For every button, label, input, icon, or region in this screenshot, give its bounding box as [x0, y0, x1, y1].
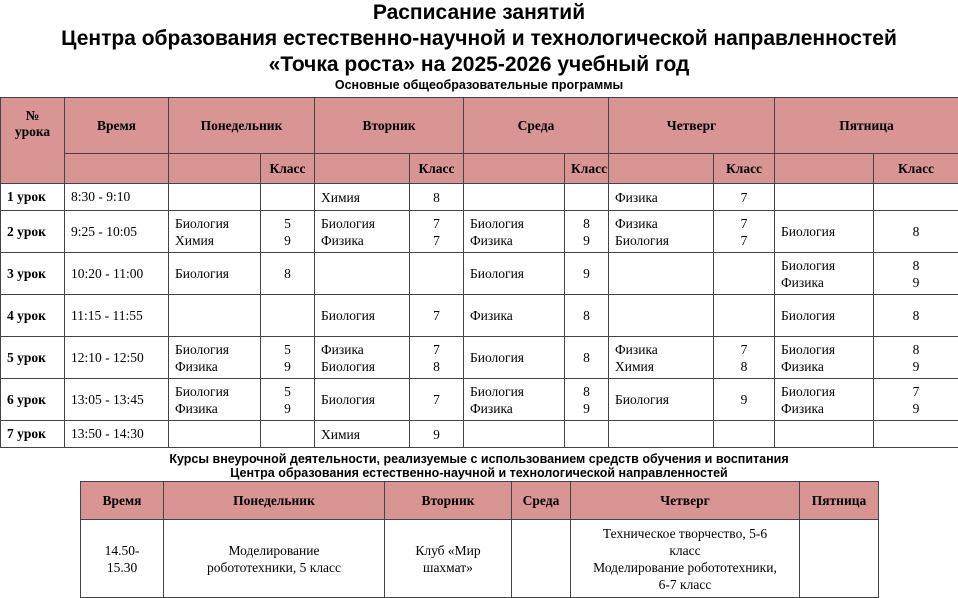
subject-cell-mon: Биология Физика — [169, 337, 261, 379]
class-cell-tue: 9 — [410, 421, 464, 448]
extra-subtitle-line2: Центра образования естественно-научной и технологической направленностей — [0, 466, 958, 480]
subject-cell-fri — [775, 421, 874, 448]
class-cell-mon — [261, 295, 315, 337]
subject-cell-fri: Биология Физика — [775, 337, 874, 379]
subject-cell-tue: Химия — [315, 184, 410, 211]
class-header-mon: Класс — [261, 154, 315, 184]
table-row — [1, 337, 958, 379]
table-row — [1, 295, 958, 337]
class-cell-thu: 9 — [714, 379, 775, 421]
class-cell-fri: 8 9 — [874, 337, 958, 379]
page-title-line1: Расписание занятий — [0, 0, 958, 26]
header-row-class — [1, 154, 958, 184]
day-header-tue: Вторник — [315, 98, 464, 154]
extracurricular-table — [80, 481, 879, 598]
class-cell-tue: 7 — [410, 295, 464, 337]
table-row — [1, 184, 958, 211]
table-row — [1, 379, 958, 421]
subject-cell-thu: Биология — [609, 379, 714, 421]
class-cell-fri: 8 — [874, 211, 958, 253]
extra-header-row — [81, 482, 879, 520]
subject-cell-mon — [169, 295, 261, 337]
subject-cell-thu: Физика — [609, 184, 714, 211]
class-cell-thu: 7 8 — [714, 337, 775, 379]
subject-cell-tue: Биология — [315, 379, 410, 421]
extra-row — [81, 520, 879, 598]
class-header-tue: Класс — [410, 154, 464, 184]
class-cell-thu: 7 — [714, 184, 775, 211]
subject-cell-thu: Физика Биология — [609, 211, 714, 253]
day-header-wed: Среда — [464, 98, 609, 154]
subject-cell-tue: Биология — [315, 295, 410, 337]
class-cell-mon: 5 9 — [261, 337, 315, 379]
class-cell-mon: 5 9 — [261, 379, 315, 421]
class-cell-wed: 8 — [565, 337, 609, 379]
extra-header-fri: Пятница — [800, 482, 879, 520]
subject-cell-mon — [169, 184, 261, 211]
subject-cell-mon: Биология Химия — [169, 211, 261, 253]
time-subheader — [65, 154, 169, 184]
subject-cell-wed: Биология Физика — [464, 379, 565, 421]
class-cell-tue: 8 — [410, 184, 464, 211]
page-title-line3: «Точка роста» на 2025-2026 учебный год — [0, 52, 958, 78]
extra-header-thu: Четверг — [571, 482, 800, 520]
table-row — [1, 211, 958, 253]
time-cell: 8:30 - 9:10 — [65, 184, 169, 211]
class-header-fri: Класс — [874, 154, 958, 184]
subject-subheader-fri — [775, 154, 874, 184]
subject-cell-mon: Биология — [169, 253, 261, 295]
class-cell-thu — [714, 295, 775, 337]
class-cell-mon: 5 9 — [261, 211, 315, 253]
lesson-number-cell: 4 урок — [1, 295, 65, 337]
subject-subheader-thu — [609, 154, 714, 184]
subject-cell-wed: Биология — [464, 253, 565, 295]
extra-cell-thu: Техническое творчество, 5-6 класс Моделирование робототехники, 6-7 класс — [571, 520, 800, 598]
page-title-line2: Центра образования естественно-научной и технологической направленностей — [0, 26, 958, 52]
lesson-number-cell: 5 урок — [1, 337, 65, 379]
subject-cell-wed — [464, 421, 565, 448]
lesson-number-header: № урока — [1, 98, 65, 184]
class-cell-tue: 7 — [410, 379, 464, 421]
class-cell-wed: 8 9 — [565, 211, 609, 253]
subject-cell-thu — [609, 421, 714, 448]
extra-subtitle-line1: Курсы внеурочной деятельности, реализуемые с использованием средств обучения и воспитания — [0, 452, 958, 466]
header-row-days — [1, 98, 958, 154]
time-cell: 10:20 - 11:00 — [65, 253, 169, 295]
class-cell-wed: 8 — [565, 295, 609, 337]
extra-header-tue: Вторник — [385, 482, 512, 520]
lesson-number-cell: 2 урок — [1, 211, 65, 253]
class-cell-wed: 8 9 — [565, 379, 609, 421]
lesson-number-cell: 6 урок — [1, 379, 65, 421]
time-cell: 13:50 - 14:30 — [65, 421, 169, 448]
lesson-number-cell: 3 урок — [1, 253, 65, 295]
subject-cell-tue: Химия — [315, 421, 410, 448]
extra-cell-time: 14.50- 15.30 — [81, 520, 164, 598]
subject-cell-thu — [609, 295, 714, 337]
subject-subheader-mon — [169, 154, 261, 184]
class-header-thu: Класс — [714, 154, 775, 184]
class-cell-tue: 7 7 — [410, 211, 464, 253]
class-cell-thu — [714, 253, 775, 295]
time-header: Время — [65, 98, 169, 154]
table-row — [1, 253, 958, 295]
lesson-number-cell: 7 урок — [1, 421, 65, 448]
extra-header-time: Время — [81, 482, 164, 520]
subject-cell-tue: Биология Физика — [315, 211, 410, 253]
subject-cell-wed: Биология Физика — [464, 211, 565, 253]
subject-cell-thu — [609, 253, 714, 295]
class-cell-wed — [565, 421, 609, 448]
class-cell-wed: 9 — [565, 253, 609, 295]
class-cell-fri — [874, 184, 958, 211]
subject-cell-fri — [775, 184, 874, 211]
day-header-fri: Пятница — [775, 98, 958, 154]
extra-header-mon: Понедельник — [164, 482, 385, 520]
page-header — [0, 0, 958, 92]
day-header-mon: Понедельник — [169, 98, 315, 154]
class-cell-fri: 8 — [874, 295, 958, 337]
subject-cell-fri: Биология — [775, 211, 874, 253]
class-cell-thu — [714, 421, 775, 448]
class-cell-mon: 8 — [261, 253, 315, 295]
subject-cell-mon — [169, 421, 261, 448]
extra-cell-tue: Клуб «Мир шахмат» — [385, 520, 512, 598]
extra-cell-wed — [512, 520, 571, 598]
extra-cell-fri — [800, 520, 879, 598]
class-cell-wed — [565, 184, 609, 211]
time-cell: 11:15 - 11:55 — [65, 295, 169, 337]
class-cell-thu: 7 7 — [714, 211, 775, 253]
subject-cell-wed: Биология — [464, 337, 565, 379]
class-cell-mon — [261, 184, 315, 211]
extra-subtitle — [0, 452, 958, 480]
subject-cell-thu: Физика Химия — [609, 337, 714, 379]
class-header-wed: Класс — [565, 154, 609, 184]
time-cell: 9:25 - 10:05 — [65, 211, 169, 253]
class-cell-tue: 7 8 — [410, 337, 464, 379]
table-row — [1, 421, 958, 448]
main-subtitle: Основные общеобразовательные программы — [0, 78, 958, 92]
subject-cell-fri: Биология — [775, 295, 874, 337]
subject-cell-fri: Биология Физика — [775, 253, 874, 295]
subject-cell-wed — [464, 184, 565, 211]
subject-subheader-tue — [315, 154, 410, 184]
class-cell-fri — [874, 421, 958, 448]
main-schedule-table — [0, 97, 958, 448]
subject-cell-mon: Биология Физика — [169, 379, 261, 421]
class-cell-fri: 7 9 — [874, 379, 958, 421]
class-cell-mon — [261, 421, 315, 448]
extra-header-wed: Среда — [512, 482, 571, 520]
time-cell: 12:10 - 12:50 — [65, 337, 169, 379]
subject-subheader-wed — [464, 154, 565, 184]
class-cell-tue — [410, 253, 464, 295]
day-header-thu: Четверг — [609, 98, 775, 154]
extra-cell-mon: Моделирование робототехники, 5 класс — [164, 520, 385, 598]
class-cell-fri: 8 9 — [874, 253, 958, 295]
subject-cell-fri: Биология Физика — [775, 379, 874, 421]
subject-cell-tue — [315, 253, 410, 295]
lesson-number-cell: 1 урок — [1, 184, 65, 211]
subject-cell-wed: Физика — [464, 295, 565, 337]
subject-cell-tue: Физика Биология — [315, 337, 410, 379]
main-table-body — [1, 184, 958, 448]
time-cell: 13:05 - 13:45 — [65, 379, 169, 421]
